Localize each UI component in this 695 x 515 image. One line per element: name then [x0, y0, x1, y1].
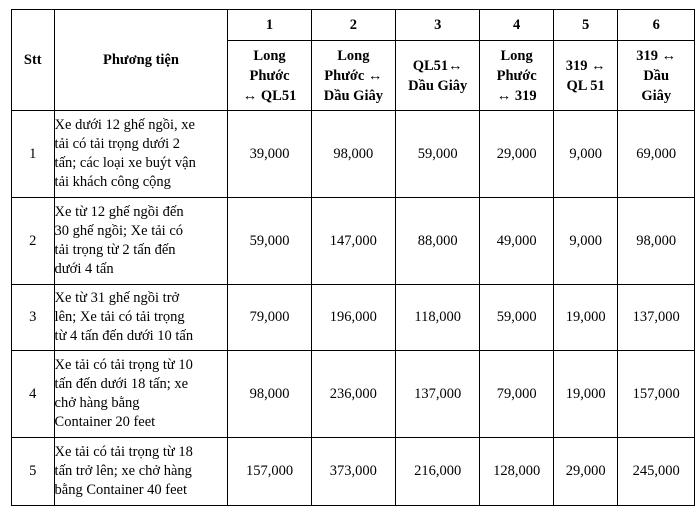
fee-cell: 19,000: [553, 285, 618, 351]
route-number: 2: [311, 10, 395, 41]
fee-cell: 19,000: [553, 351, 618, 438]
fee-cell: 59,000: [228, 198, 311, 285]
route-header-line: Phước: [249, 67, 290, 84]
fee-cell: 137,000: [396, 351, 480, 438]
route-header: [618, 41, 695, 111]
fee-cell: 59,000: [480, 285, 554, 351]
route-header-line: Long: [500, 47, 533, 64]
fee-cell: 98,000: [311, 111, 395, 198]
route-header-line: Long: [253, 47, 286, 64]
route-number: 6: [618, 10, 695, 41]
fee-cell: 98,000: [618, 198, 695, 285]
vehicle-line: từ 4 tấn đến dưới 10 tấn: [54, 328, 194, 344]
route-header: [553, 41, 618, 111]
row-stt: 5: [12, 438, 55, 506]
route-header-line: Long: [337, 47, 370, 64]
route-number: 4: [480, 10, 554, 41]
row-stt: 4: [12, 351, 55, 438]
route-header: [311, 41, 395, 111]
vehicle-line: tải khách công cộng: [54, 174, 171, 190]
table-row: [12, 111, 695, 198]
table-row: [12, 198, 695, 285]
vehicle-line: Xe tải có tải trọng từ 18: [54, 444, 193, 460]
row-vehicle: [54, 198, 228, 285]
vehicle-line: Xe từ 31 ghế ngồi trở: [54, 290, 180, 306]
row-vehicle: [54, 438, 228, 506]
fee-cell: 9,000: [553, 111, 618, 198]
fee-cell: 373,000: [311, 438, 395, 506]
table-row: [12, 351, 695, 438]
table-row: [12, 438, 695, 506]
fee-cell: 147,000: [311, 198, 395, 285]
vehicle-line: Xe dưới 12 ghế ngồi, xe: [54, 117, 195, 133]
fee-cell: 157,000: [618, 351, 695, 438]
row-vehicle: [54, 111, 228, 198]
route-header-line: Dầu: [643, 67, 670, 84]
header-vehicle: Phương tiện: [54, 10, 228, 111]
header-stt: Stt: [12, 10, 55, 111]
vehicle-line: Container 20 feet: [54, 414, 156, 430]
fee-table-container: [11, 9, 695, 506]
route-number: 5: [553, 10, 618, 41]
fee-cell: 29,000: [553, 438, 618, 506]
fee-cell: 98,000: [228, 351, 311, 438]
fee-cell: 59,000: [396, 111, 480, 198]
vehicle-line: chở hàng bằng: [54, 395, 140, 411]
vehicle-line: tấn trở lên; xe chở hàng: [54, 463, 192, 479]
fee-cell: 69,000: [618, 111, 695, 198]
fee-cell: 216,000: [396, 438, 480, 506]
fee-cell: 137,000: [618, 285, 695, 351]
table-row: [12, 285, 695, 351]
vehicle-line: tải trọng từ 2 tấn đến: [54, 242, 176, 258]
vehicle-line: tấn đến dưới 18 tấn; xe: [54, 376, 189, 392]
vehicle-line: Xe tải có tải trọng từ 10: [54, 357, 193, 373]
fee-cell: 39,000: [228, 111, 311, 198]
route-header: [480, 41, 554, 111]
fee-cell: 9,000: [553, 198, 618, 285]
fee-cell: 128,000: [480, 438, 554, 506]
fee-cell: 236,000: [311, 351, 395, 438]
fee-cell: 29,000: [480, 111, 554, 198]
fee-cell: 49,000: [480, 198, 554, 285]
vehicle-line: 30 ghế ngồi; Xe tải có: [54, 223, 184, 239]
vehicle-line: tấn; các loại xe buýt vận: [54, 155, 196, 171]
route-header: [396, 41, 480, 111]
route-number: 3: [396, 10, 480, 41]
route-header: [228, 41, 311, 111]
route-header-line: QL51↔: [412, 57, 463, 74]
row-stt: 3: [12, 285, 55, 351]
route-header-line: Phước: [496, 67, 537, 84]
fee-cell: 157,000: [228, 438, 311, 506]
row-stt: 1: [12, 111, 55, 198]
route-header-line: QL 51: [566, 77, 605, 94]
route-header-line: Dầu Giây: [323, 87, 383, 104]
vehicle-line: Xe từ 12 ghế ngồi đến: [54, 204, 184, 220]
row-vehicle: [54, 351, 228, 438]
route-header-line: ↔ QL51: [242, 87, 297, 104]
route-header-line: Dầu Giây: [408, 77, 468, 94]
route-header-line: 319 ↔: [636, 47, 677, 64]
route-header-line: Giây: [641, 87, 672, 104]
fee-cell: 79,000: [228, 285, 311, 351]
vehicle-line: dưới 4 tấn: [54, 261, 114, 277]
header-row-numbers: [12, 10, 695, 41]
vehicle-line: bằng Container 40 feet: [54, 482, 188, 498]
row-stt: 2: [12, 198, 55, 285]
vehicle-line: lên; Xe tải có tải trọng: [54, 309, 185, 325]
route-header-line: ↔ 319: [496, 87, 537, 104]
fee-cell: 196,000: [311, 285, 395, 351]
route-header-line: Phước ↔: [324, 67, 383, 84]
route-header-line: 319 ↔: [565, 57, 606, 74]
fee-cell: 118,000: [396, 285, 480, 351]
route-number: 1: [228, 10, 311, 41]
fee-cell: 88,000: [396, 198, 480, 285]
vehicle-line: tải có tải trọng dưới 2: [54, 136, 181, 152]
row-vehicle: [54, 285, 228, 351]
toll-fee-table: [11, 9, 695, 506]
fee-cell: 245,000: [618, 438, 695, 506]
fee-cell: 79,000: [480, 351, 554, 438]
